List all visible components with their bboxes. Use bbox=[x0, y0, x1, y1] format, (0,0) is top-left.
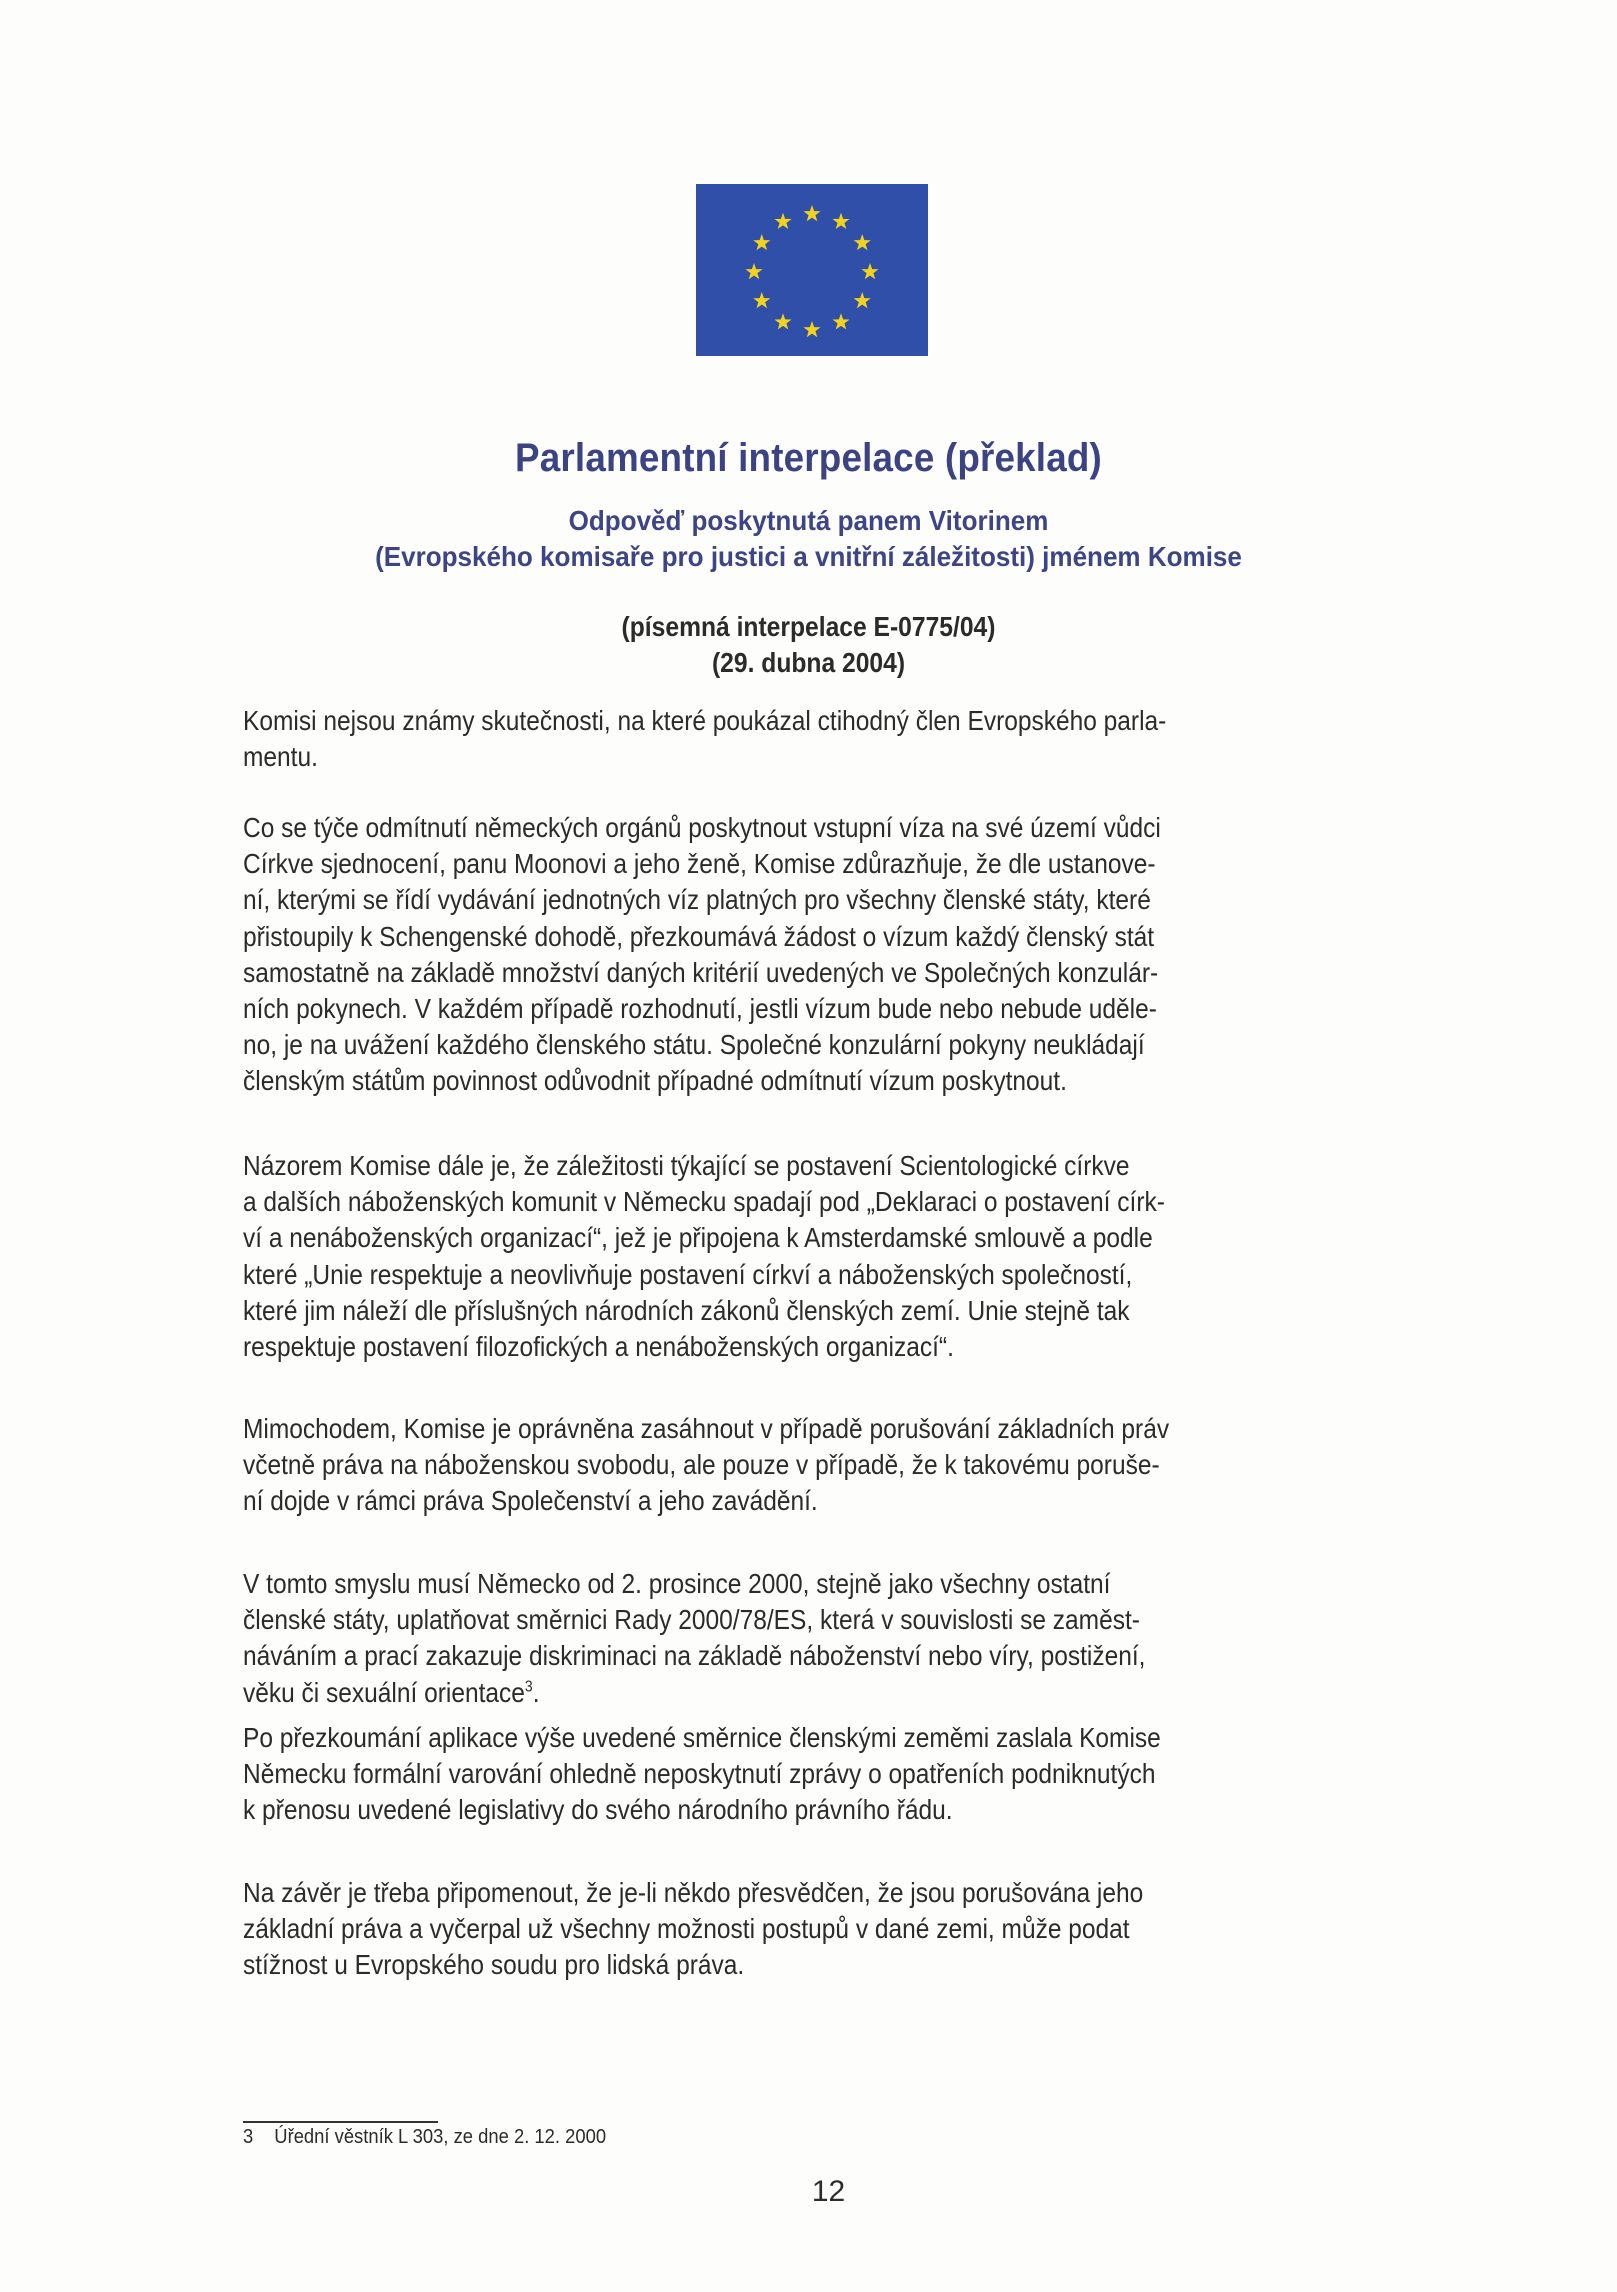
footnote-number: 3 bbox=[243, 2126, 254, 2148]
star-icon bbox=[854, 234, 871, 250]
star-icon bbox=[803, 205, 820, 221]
text-line: Německu formální varování ohledně neposkytnutí zprávy o opatřeních podniknutých bbox=[243, 1758, 1156, 1790]
text-line: ních pokynech. V každém případě rozhodnutí, jestli vízum bude nebo nebude uděle- bbox=[243, 992, 1157, 1024]
paragraph-3 bbox=[243, 1148, 1443, 1365]
text-line: základní práva a vyčerpal už všechny možnosti postupů v dané zemi, může podat bbox=[243, 1913, 1130, 1945]
text-line: ní, kterými se řídí vydávání jednotných víz platných pro všechny členské státy, které bbox=[243, 884, 1151, 916]
paragraph-2 bbox=[243, 810, 1443, 1100]
question-reference: (písemná interpelace E-0775/04) bbox=[621, 611, 996, 642]
star-icon bbox=[832, 313, 849, 329]
text-line: no, je na uvážení každého členského státu. Společné konzulární pokyny neukládají bbox=[243, 1029, 1145, 1061]
text-line: které jim náleží dle příslušných národních zákonů členských zemí. Unie stejně tak bbox=[243, 1294, 1130, 1326]
text-line: mentu. bbox=[243, 741, 318, 773]
text-line-with-footnote bbox=[243, 1675, 1293, 1711]
text-line: ví a nenáboženských organizací“, jež je připojena k Amsterdamské smlouvě a podle bbox=[243, 1222, 1153, 1254]
star-icon bbox=[745, 263, 762, 279]
paragraph-1 bbox=[243, 703, 1443, 775]
paragraph-5 bbox=[243, 1566, 1443, 1711]
star-icon bbox=[753, 292, 770, 308]
text-line: které „Unie respektuje a neovlivňuje postavení církví a náboženských společností, bbox=[243, 1258, 1133, 1290]
star-icon bbox=[774, 313, 791, 329]
text-line: V tomto smyslu musí Německo od 2. prosince 2000, stejně jako všechny ostatní bbox=[243, 1568, 1111, 1599]
text-line: Mimochodem, Komise je oprávněna zasáhnout v případě porušování základních práv bbox=[243, 1413, 1170, 1444]
text-line: Co se týče odmítnutí německých orgánů poskytnout vstupní víza na své území vůdci bbox=[243, 812, 1161, 843]
answer-date: (29. dubna 2004) bbox=[711, 647, 906, 678]
answer-line-1: Odpověď poskytnutá panem Vitorinem bbox=[568, 505, 1049, 536]
paragraph-4 bbox=[243, 1411, 1443, 1520]
text-line: ní dojde v rámci práva Společenství a jeho zavádění. bbox=[243, 1485, 818, 1517]
text-line: k přenosu uvedené legislativy do svého národního právního řádu. bbox=[243, 1794, 953, 1826]
page-number: 12 bbox=[811, 2175, 846, 2208]
text-line: členské státy, uplatňovat směrnici Rady 2000/78/ES, která v souvislosti se zaměst- bbox=[243, 1604, 1140, 1636]
eu-flag-stars bbox=[696, 184, 928, 356]
text-line: věku či sexuální orientace bbox=[243, 1676, 525, 1708]
sentence-end: . bbox=[532, 1676, 540, 1708]
star-icon bbox=[774, 213, 791, 229]
text-line: Po přezkoumání aplikace výše uvedené směrnice členskými zeměmi zaslala Komise bbox=[243, 1722, 1161, 1753]
text-line: včetně práva na náboženskou svobodu, ale pouze v případě, že k takovému poruše- bbox=[243, 1449, 1160, 1481]
text-line: stížnost u Evropského soudu pro lidská práva. bbox=[243, 1949, 745, 1981]
text-line: členským státům povinnost odůvodnit případné odmítnutí vízum poskytnout. bbox=[243, 1065, 1067, 1097]
text-line: přistoupily k Schengenské dohodě, přezkoumává žádost o vízum každý členský stát bbox=[243, 920, 1155, 952]
star-icon bbox=[832, 213, 849, 229]
text-line: a dalších náboženských komunit v Německu spadají pod „Deklaraci o postavení círk- bbox=[243, 1186, 1165, 1218]
text-line: Církve sjednocení, panu Moonovi a jeho ženě, Komise zdůrazňuje, že dle ustanove- bbox=[243, 848, 1156, 880]
star-icon bbox=[854, 292, 871, 308]
footnote-text: Úřední věstník L 303, ze dne 2. 12. 2000 bbox=[274, 2126, 607, 2148]
text-line: samostatně na základě množství daných kritérií uvedených ve Společných konzulár- bbox=[243, 956, 1159, 988]
footnote bbox=[243, 2126, 606, 2149]
text-line: Na závěr je třeba připomenout, že je-li někdo přesvědčen, že jsou porušována jeho bbox=[243, 1877, 1144, 1908]
text-line: náváním a prací zakazuje diskriminaci na základě náboženství nebo víry, postižení, bbox=[243, 1640, 1146, 1672]
answer-line-2: (Evropského komisaře pro justici a vnitřní záležitosti) jménem Komise bbox=[375, 541, 1242, 572]
paragraph-6 bbox=[243, 1720, 1443, 1829]
paragraph-7 bbox=[243, 1875, 1443, 1984]
star-icon bbox=[753, 234, 770, 250]
star-icon bbox=[803, 321, 820, 337]
text-line: respektuje postavení filozofických a nenáboženských organizací“. bbox=[243, 1330, 954, 1362]
eu-flag-logo bbox=[696, 184, 928, 356]
star-icon bbox=[861, 263, 878, 279]
footnote-reference[interactable]: 3 bbox=[524, 1678, 533, 1696]
text-line: Názorem Komise dále je, že záležitosti týkající se postavení Scientologické církve bbox=[243, 1150, 1130, 1181]
document-title: Parlamentní interpelace (překlad) bbox=[515, 436, 1102, 480]
footnote-separator bbox=[243, 2121, 438, 2123]
text-line: Komisi nejsou známy skutečnosti, na které poukázal ctihodný člen Evropského parla- bbox=[243, 705, 1167, 736]
